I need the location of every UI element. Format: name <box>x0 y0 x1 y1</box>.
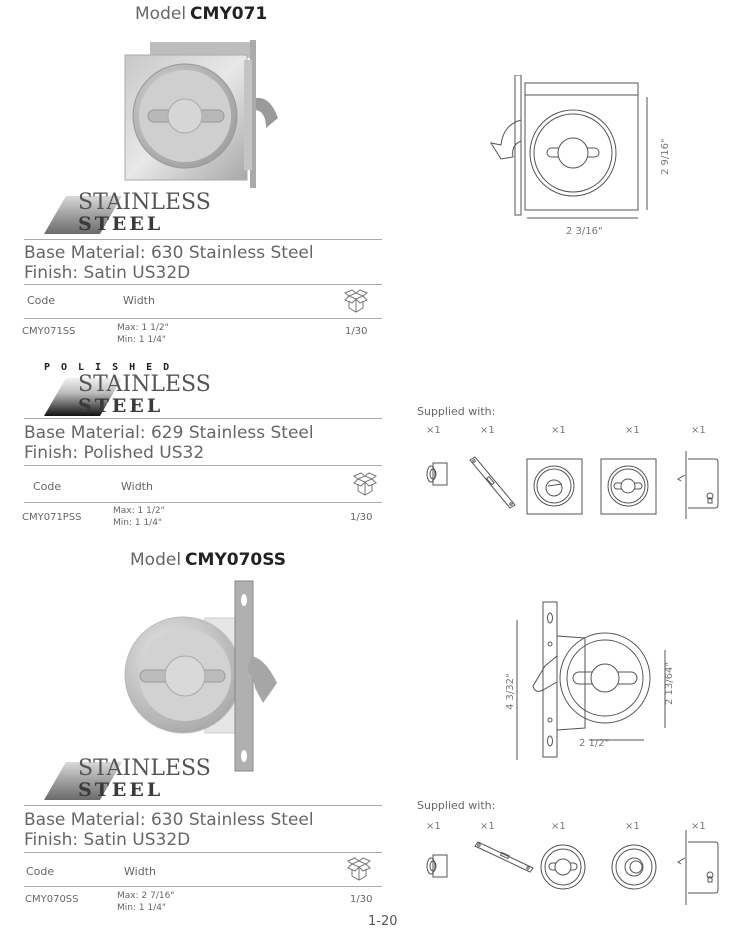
width-min: Min: 1 1/4" <box>117 335 167 345</box>
width-max: Max: 2 7/16" <box>117 891 175 901</box>
divider <box>24 852 382 853</box>
lock-body-icon <box>678 830 718 905</box>
qty: ×1 <box>426 821 441 832</box>
finish: Finish: Polished US32 <box>24 443 205 463</box>
model-code: CMY071 <box>190 4 268 24</box>
latch-strike-icon <box>427 855 447 877</box>
model-prefix: Model <box>135 4 187 24</box>
width-min: Min: 1 1/4" <box>113 518 163 528</box>
col-header-width: Width <box>121 480 153 493</box>
latch-strike-icon <box>427 463 447 485</box>
row-code: CMY071PSS <box>22 512 82 523</box>
supplied-with-label: Supplied with: <box>417 799 496 812</box>
supplied-items-round <box>415 830 735 910</box>
box-icon <box>346 857 372 881</box>
divider <box>24 284 382 285</box>
divider <box>24 502 382 503</box>
stainless-steel-logo <box>22 756 211 804</box>
divider <box>24 886 382 887</box>
width-min: Min: 1 1/4" <box>117 903 167 913</box>
row-pack: 1/30 <box>350 512 373 523</box>
logo-top-word: STAINLESS <box>78 372 211 397</box>
supplied-items-square <box>415 445 735 520</box>
logo-bottom-word: STEEL <box>78 395 164 417</box>
box-icon <box>343 289 369 313</box>
model-title-cmy070ss <box>130 550 286 570</box>
divider <box>24 805 382 806</box>
square-indicator-icon <box>601 459 656 514</box>
logo-bottom-word: STEEL <box>78 779 164 801</box>
model-code: CMY070SS <box>185 550 286 570</box>
width-max: Max: 1 1/2" <box>117 323 169 333</box>
row-width <box>113 505 165 529</box>
qty: ×1 <box>480 821 495 832</box>
height-dimension: 2 9/16" <box>660 138 671 175</box>
logo-top-word: STAINLESS <box>78 756 211 781</box>
base-material: Base Material: 630 Stainless Steel <box>24 810 314 830</box>
model-prefix: Model <box>130 550 182 570</box>
qty: ×1 <box>625 425 640 436</box>
qty: ×1 <box>691 821 706 832</box>
width-max: Max: 1 1/2" <box>113 506 165 516</box>
divider <box>24 465 382 466</box>
stainless-steel-logo <box>22 190 211 238</box>
col-header-code: Code <box>26 865 55 878</box>
logo-bottom-word: STEEL <box>78 213 164 235</box>
page-number: 1-20 <box>368 914 398 929</box>
diameter-dimension: 2 13/64" <box>664 662 675 705</box>
width-dimension: 2 1/2" <box>579 738 610 749</box>
product-photo-cmy071 <box>120 38 290 193</box>
logo-polished-label: POLISHED <box>44 362 181 373</box>
qty: ×1 <box>691 425 706 436</box>
row-code: CMY071SS <box>22 326 76 337</box>
col-header-code: Code <box>33 480 62 493</box>
model-title-cmy071 <box>135 4 267 24</box>
qty: ×1 <box>551 821 566 832</box>
row-width <box>117 890 174 914</box>
divider <box>24 418 382 419</box>
finish: Finish: Satin US32D <box>24 263 191 283</box>
technical-drawing-cmy071 <box>485 75 675 245</box>
logo-top-word: STAINLESS <box>78 190 211 215</box>
row-pack: 1/30 <box>350 894 373 905</box>
divider <box>24 318 382 319</box>
row-width <box>117 322 169 346</box>
height-dimension: 4 3/32" <box>505 673 516 710</box>
base-material: Base Material: 629 Stainless Steel <box>24 423 314 443</box>
qty: ×1 <box>625 821 640 832</box>
strike-plate-icon <box>475 842 533 872</box>
base-material: Base Material: 630 Stainless Steel <box>24 243 314 263</box>
qty: ×1 <box>480 425 495 436</box>
col-header-width: Width <box>123 294 155 307</box>
polished-stainless-steel-logo <box>22 362 211 420</box>
qty: ×1 <box>426 425 441 436</box>
round-indicator-icon <box>612 845 656 889</box>
qty: ×1 <box>551 425 566 436</box>
round-privacy-turn-icon <box>541 845 585 889</box>
supplied-with-label: Supplied with: <box>417 405 496 418</box>
square-privacy-turn-icon <box>527 459 582 514</box>
lock-body-icon <box>678 451 718 519</box>
finish: Finish: Satin US32D <box>24 830 191 850</box>
col-header-code: Code <box>27 294 56 307</box>
strike-plate-icon <box>470 457 515 508</box>
row-code: CMY070SS <box>25 894 79 905</box>
divider <box>24 239 382 240</box>
width-dimension: 2 3/16" <box>566 226 603 237</box>
product-photo-cmy070ss <box>115 578 290 773</box>
box-icon <box>352 472 378 496</box>
row-pack: 1/30 <box>345 326 368 337</box>
col-header-width: Width <box>124 865 156 878</box>
